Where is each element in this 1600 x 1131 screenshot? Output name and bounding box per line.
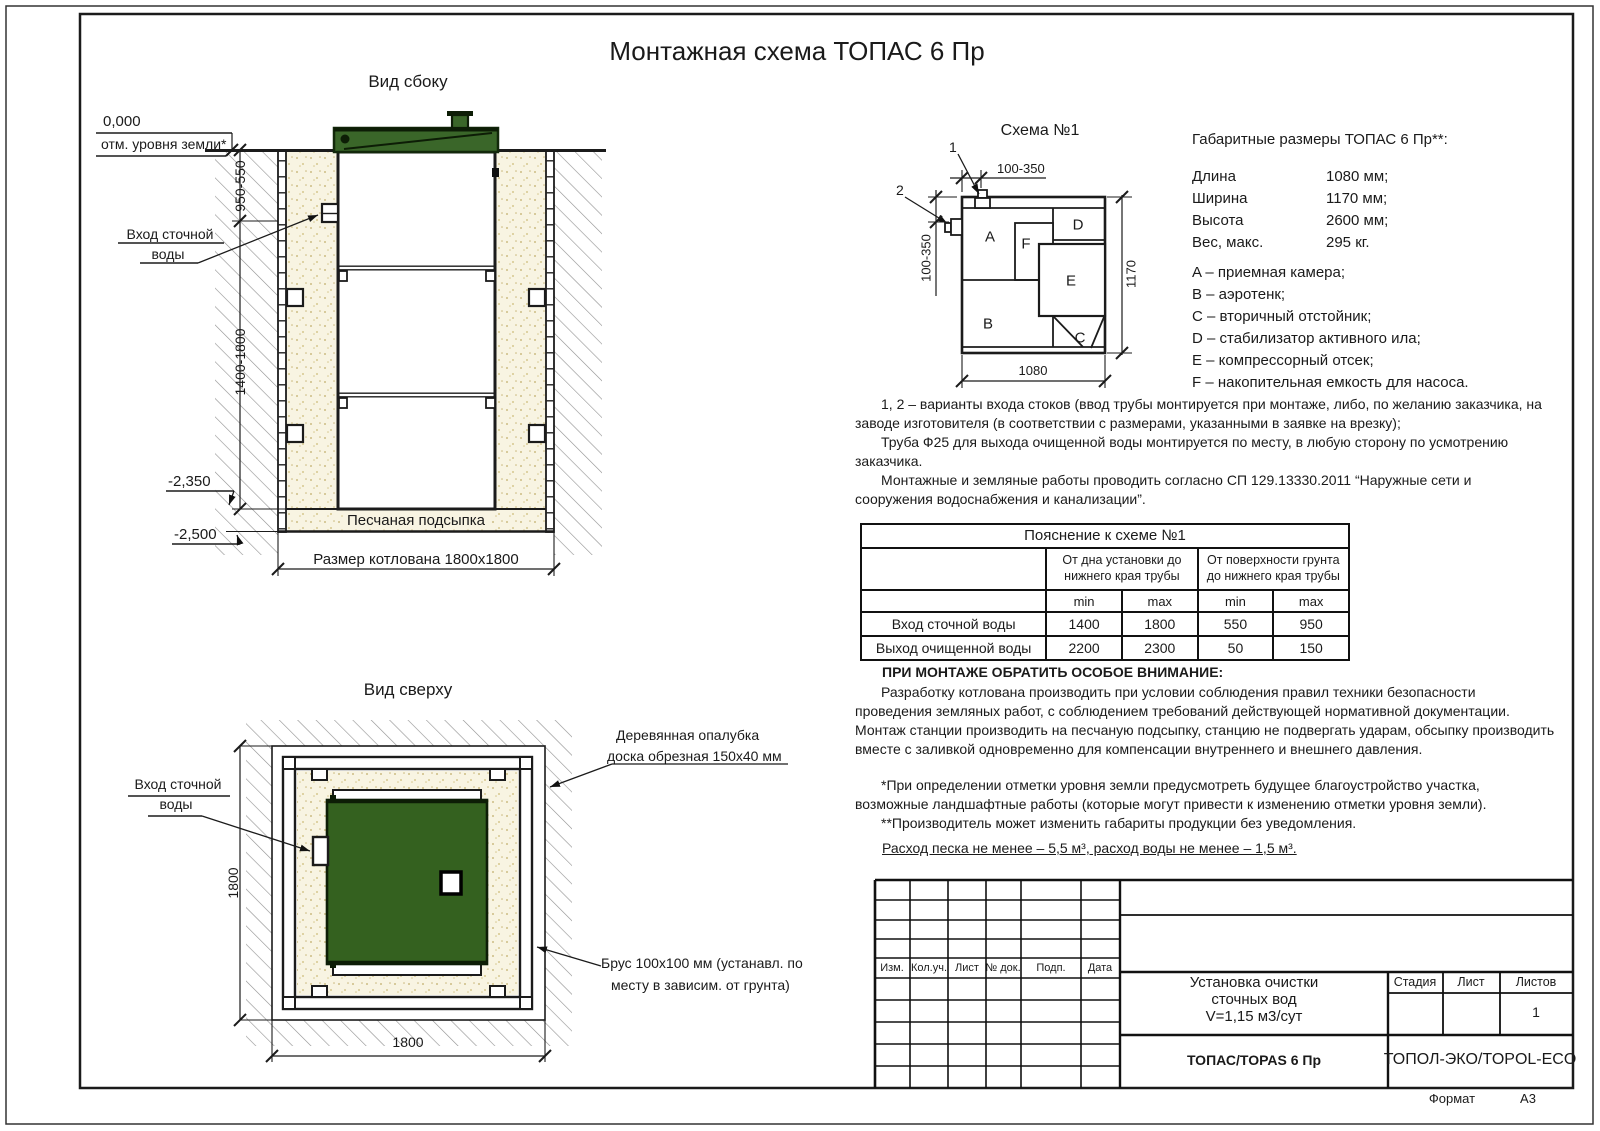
- legend-item: F – накопительная емкость для насоса.: [1192, 374, 1469, 391]
- schema-dim-top: 100-350: [997, 161, 1045, 176]
- soil-hatch-right: [554, 151, 602, 555]
- tv-inlet-label-line1: Вход сточной: [134, 776, 222, 792]
- specs-title: Габаритные размеры ТОПАС 6 Пр**:: [1192, 131, 1448, 148]
- formwork-note-line1: Деревянная опалубка: [616, 727, 760, 743]
- schema-dim-left: 100-350: [918, 234, 934, 282]
- spec-label: Длина: [1192, 168, 1236, 185]
- side-view-drawing: [96, 111, 606, 576]
- row-value: 1400: [1045, 613, 1121, 635]
- schema-inlet-2: [951, 219, 962, 235]
- ground-elevation-caption: отм. уровня земли*: [101, 136, 227, 152]
- ground-elevation: 0,000: [103, 113, 141, 130]
- footnote-manufacturer: **Производитель может изменить габариты продукции без уведомления.: [881, 815, 1357, 831]
- compartment-b: B: [982, 315, 994, 333]
- format-value: А3: [1520, 1091, 1536, 1106]
- stamp-sheets-value: 1: [1532, 1004, 1540, 1020]
- format-label: Формат: [1428, 1091, 1476, 1106]
- stamp-stage-header: Стадия: [1393, 975, 1437, 989]
- table-corner-cell: [862, 549, 1045, 589]
- top-view-title: Вид сверху: [363, 680, 453, 699]
- table-max-header: max: [1121, 591, 1197, 611]
- inlet-label-line2: воды: [151, 246, 185, 262]
- legend-item: B – аэротенк;: [1192, 286, 1286, 303]
- compartment-c: C: [1074, 329, 1086, 347]
- row-value: 2200: [1045, 637, 1121, 659]
- stamp-col-izm: Изм.: [880, 962, 904, 974]
- table-max-header: max: [1272, 591, 1348, 611]
- schema-title: Схема №1: [1000, 122, 1080, 139]
- stamp-col-ndok: № док.: [985, 962, 1021, 974]
- table-min-header: min: [1197, 591, 1273, 611]
- attention-title: ПРИ МОНТАЖЕ ОБРАТИТЬ ОСОБОЕ ВНИМАНИЕ:: [882, 664, 1224, 680]
- spec-label: Высота: [1192, 212, 1244, 229]
- spec-value: 2600 мм;: [1326, 212, 1389, 229]
- spec-label: Ширина: [1192, 190, 1248, 207]
- spec-value: 1170 мм;: [1326, 190, 1388, 207]
- legend-item: C – вторичный отстойник;: [1192, 308, 1372, 325]
- side-view-title: Вид сбоку: [368, 72, 448, 91]
- beam-note-line2: месту в зависим. от грунта): [611, 977, 790, 993]
- stamp-col-podp: Подп.: [1036, 962, 1066, 974]
- dim-depth-mid: 1400-1800: [232, 328, 248, 396]
- compartment-e: E: [1065, 272, 1077, 290]
- tv-dim-bottom: 1800: [392, 1034, 424, 1050]
- doc-title-line3: V=1,15 м3/сут: [1205, 1008, 1303, 1025]
- consumption-note: Расход песка не менее – 5,5 м³, расход воды не менее – 1,5 м³.: [882, 840, 1297, 856]
- schema-explanation-table: [860, 523, 1350, 661]
- table-empty-cell: [862, 591, 1045, 611]
- row-value: 150: [1272, 637, 1348, 659]
- legend-item: A – приемная камера;: [1192, 264, 1346, 281]
- schema-dim-bottom: 1080: [1018, 363, 1048, 378]
- doc-title-line1: Установка очистки: [1189, 974, 1319, 991]
- tank-top-view: [327, 800, 487, 964]
- spec-label: Вес, макс.: [1192, 234, 1264, 251]
- footnote-landscape: *При определении отметки уровня земли предусмотреть будущее благоустройство участка, возможные ландшафтные работы (которые могут привести к изменению отметки уровня земли).: [855, 777, 1487, 812]
- page-title: Монтажная схема ТОПАС 6 Пр: [609, 36, 985, 66]
- row-value: 50: [1197, 637, 1273, 659]
- stamp-col-koluch: Кол.уч.: [910, 962, 948, 974]
- row-value: 1800: [1121, 613, 1197, 635]
- table-title: Пояснение к схеме №1: [1024, 527, 1186, 544]
- table-min-header: min: [1045, 591, 1121, 611]
- schema-drawing: [905, 154, 1132, 388]
- lid-vent: [452, 115, 468, 128]
- level-2500: -2,500: [174, 526, 217, 543]
- legend-item: E – компрессорный отсек;: [1192, 352, 1374, 369]
- note-sp-standard: Монтажные и земляные работы проводить согласно СП 129.13330.2011 “Наружные сети и сооружения водоснабжения и канализации”.: [855, 472, 1472, 507]
- table-col-group-1: От дна установки до нижнего края трубы: [1045, 549, 1196, 589]
- row-value: 950: [1272, 613, 1348, 635]
- tv-inlet-label-line2: воды: [159, 796, 193, 812]
- row-label: Вход сточной воды: [891, 616, 1016, 632]
- tv-dim-left: 1800: [225, 867, 241, 899]
- stamp-model: ТОПАС/TOPAS 6 Пр: [1186, 1052, 1322, 1068]
- level-2350: -2,350: [168, 473, 211, 490]
- schema-inlet-1: [975, 198, 990, 208]
- compartment-a: A: [984, 228, 996, 246]
- note-inlet-variants: 1, 2 – варианты входа стоков (ввод трубы монтируется при монтаже, либо, по желанию заказчика, на заводе изготовителя (в соответствии с размерами, указанными в заявке на врезку);: [855, 396, 1542, 431]
- doc-title-line2: сточных вод: [1211, 991, 1297, 1008]
- compartment-d: D: [1072, 216, 1084, 234]
- compartment-f: F: [1021, 235, 1031, 253]
- attention-body: Разработку котлована производить при условии соблюдения правил техники безопасности проведения земляных работ, с соблюдением требований действующей нормативной документации. Монтаж станции производить на песчаную подсыпку, станцию не подвергать ударам, обсыпку производить вместе с заливкой одновременно для компенсации внутреннего и внешнего давления.: [855, 684, 1555, 757]
- table-row: [862, 611, 1348, 635]
- stamp-company: ТОПОЛ-ЭКО/TOPOL-ECO: [1383, 1051, 1577, 1068]
- schema-callout-1: 1: [949, 139, 957, 155]
- note-outlet-pipe: Труба Ф25 для выхода очищенной воды монтируется по месту, в любую сторону по усмотрению заказчика.: [855, 434, 1509, 469]
- spec-value: 1080 мм;: [1326, 168, 1389, 185]
- stamp-sheet-header: Лист: [1457, 975, 1485, 989]
- legend-item: D – стабилизатор активного ила;: [1192, 330, 1421, 347]
- schema-callout-2: 2: [896, 182, 904, 198]
- beam-note-line1: Брус 100х100 мм (устанавл. по: [601, 955, 803, 971]
- stamp-sheets-header: Листов: [1515, 975, 1557, 989]
- stamp-col-data: Дата: [1087, 962, 1113, 974]
- inlet-label-line1: Вход сточной: [126, 226, 214, 242]
- lid-hatch-opening: [441, 872, 461, 894]
- pit-size-label: Размер котлована 1800х1800: [313, 551, 519, 568]
- row-value: 2300: [1121, 637, 1197, 659]
- spec-value: 295 кг.: [1326, 234, 1370, 251]
- schema-dim-right: 1170: [1123, 260, 1139, 288]
- stamp-col-list: Лист: [955, 962, 979, 974]
- table-col-group-2: От поверхности грунта до нижнего края трубы: [1197, 549, 1348, 589]
- dim-depth-top: 950-550: [232, 160, 248, 212]
- row-label: Выход очищенной воды: [875, 640, 1032, 656]
- formwork-note-line2: доска обрезная 150х40 мм: [607, 748, 782, 764]
- tank-body: [338, 152, 495, 509]
- row-value: 550: [1197, 613, 1273, 635]
- inlet-pipe-top: [313, 837, 328, 865]
- table-row: [862, 635, 1348, 659]
- sand-bed-label: Песчаная подсыпка: [343, 512, 489, 529]
